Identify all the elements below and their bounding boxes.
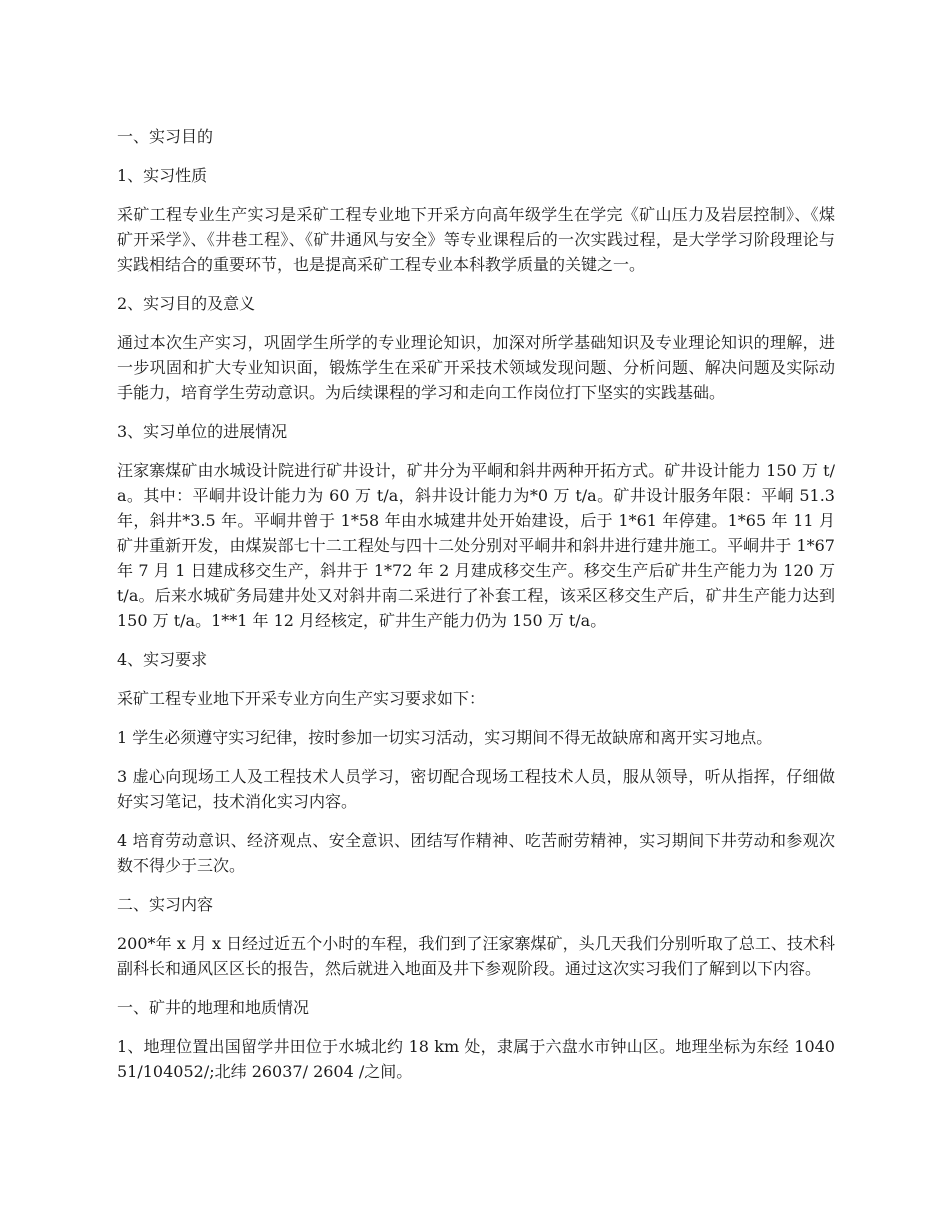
subsection-heading-requirements: 4、实习要求 — [117, 650, 208, 669]
paragraph-significance: 通过本次生产实习，巩固学生所学的专业理论知识，加深对所学基础知识及专业理论知识的理解，进一步巩固和扩大专业知识面，锻炼学生在采矿开采技术领域发现问题、分析问题、解决问题及实际动手能力，培育学生劳动意识。为后续课程的学习和走向工作岗位打下坚实的实践基础。 — [117, 333, 835, 402]
section-heading-purpose: 一、实习目的 — [117, 127, 214, 146]
paragraph-requirement-3: 3 虚心向现场工人及工程技术人员学习，密切配合现场工程技术人员，服从领导，听从指挥，仔细做好实习笔记，技术消化实习内容。 — [117, 767, 835, 811]
paragraph-unit-progress: 汪家寨煤矿由水城设计院进行矿井设计，矿井分为平峒和斜井两种开拓方式。矿井设计能力 150 万 t/a。其中：平峒井设计能力为 60 万 t/a，斜井设计能力为*0 万 t/a。矿井设计服务年限：平峒 51.3 年，斜井*3.5 年。平峒井曾于 1*58 年由水城建井处开始建设，后于 1*61 年停建。1*65 年 11 月矿井重新开发，由煤炭部七十二工程处与四十二处分别对平峒井和斜井进行建井施工。平峒井于 1*67 年 7 月 1 日建成移交生产，斜井于 1*72 年 2 月建成移交生产。移交生产后矿井生产能力为 120 万 t/a。后来水城矿务局建井处又对斜井南二采进行了补套工程，该采区移交生产后，矿井生产能力达到 150 万 t/a。1**1 年 12 月经核定，矿井生产能力仍为 150 万 t/a。 — [117, 461, 835, 630]
paragraph-content-intro: 200*年 x 月 x 日经过近五个小时的车程，我们到了汪家寨煤矿，头几天我们分别听取了总工、技术科副科长和通风区区长的报告，然后就进入地面及井下参观阶段。通过这次实习我们了解到以下内容。 — [117, 934, 835, 978]
section-heading-geology: 一、矿井的地理和地质情况 — [117, 998, 310, 1017]
subsection-heading-unit-progress: 3、实习单位的进展情况 — [117, 422, 288, 441]
section-heading-content: 二、实习内容 — [117, 895, 214, 914]
document-body — [117, 124, 835, 1098]
subsection-heading-significance: 2、实习目的及意义 — [117, 294, 256, 313]
paragraph-location: 1、地理位置出国留学井田位于水城北约 18 km 处，隶属于六盘水市钟山区。地理坐标为东经 104051/104052/;北纬 26037/ 2604 /之间。 — [117, 1037, 835, 1081]
paragraph-requirements-intro: 采矿工程专业地下开采专业方向生产实习要求如下： — [117, 689, 486, 708]
paragraph-requirement-1: 1 学生必须遵守实习纪律，按时参加一切实习活动，实习期间不得无故缺席和离开实习地点。 — [117, 728, 773, 747]
paragraph-nature: 采矿工程专业生产实习是采矿工程专业地下开采方向高年级学生在学完《矿山压力及岩层控制》、《煤矿开采学》、《井巷工程》、《矿井通风与安全》等专业课程后的一次实践过程，是大学学习阶段理论与实践相结合的重要环节，也是提高采矿工程专业本科教学质量的关键之一。 — [117, 205, 835, 274]
subsection-heading-nature: 1、实习性质 — [117, 166, 208, 185]
paragraph-requirement-4: 4 培育劳动意识、经济观点、安全意识、团结写作精神、吃苦耐劳精神，实习期间下井劳动和参观次数不得少于三次。 — [117, 831, 835, 875]
